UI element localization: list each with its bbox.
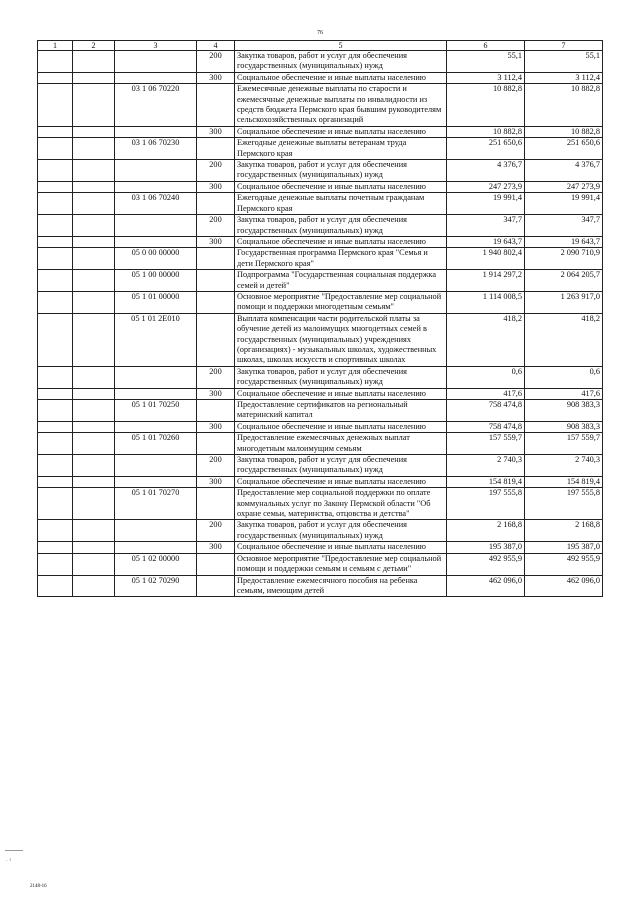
expense-type: 300 xyxy=(197,421,235,432)
column-header: 3 xyxy=(115,41,197,51)
row-col-1 xyxy=(38,575,73,597)
item-description: Ежегодные денежные выплаты почетным гражданам Пермского края xyxy=(235,193,447,215)
table-row xyxy=(38,388,603,399)
item-description: Закупка товаров, работ и услуг для обеспечения государственных (муниципальных) нужд xyxy=(235,520,447,542)
amount-year-2: 10 882,8 xyxy=(525,84,603,127)
amount-year-2: 908 383,3 xyxy=(525,400,603,422)
amount-year-1: 2 168,8 xyxy=(447,520,525,542)
expense-type xyxy=(197,400,235,422)
expense-type xyxy=(197,291,235,313)
table-row xyxy=(38,291,603,313)
amount-year-2: 417,6 xyxy=(525,388,603,399)
amount-year-2: 908 383,3 xyxy=(525,421,603,432)
amount-year-1: 55,1 xyxy=(447,51,525,73)
budget-code: 05 1 01 2Е010 xyxy=(115,313,197,366)
table-row xyxy=(38,270,603,292)
row-col-2 xyxy=(73,542,115,553)
row-col-2 xyxy=(73,400,115,422)
row-col-1 xyxy=(38,433,73,455)
amount-year-2: 19 991,4 xyxy=(525,193,603,215)
item-description: Предоставление ежемесячного пособия на ребенка семьям, имеющим детей xyxy=(235,575,447,597)
expense-type: 200 xyxy=(197,455,235,477)
amount-year-1: 157 559,7 xyxy=(447,433,525,455)
item-description: Выплата компенсации части родительской платы за обучение детей из малоимущих многодетных семей в государственных (муниципальных) учреждениях (организациях) - музыкальных школах, художественных школах, школах искусств и спортивных школах xyxy=(235,313,447,366)
row-col-1 xyxy=(38,126,73,137)
row-col-2 xyxy=(73,160,115,182)
table-row xyxy=(38,366,603,388)
row-col-2 xyxy=(73,520,115,542)
table-row xyxy=(38,433,603,455)
budget-code: 05 1 01 70250 xyxy=(115,400,197,422)
amount-year-1: 2 740,3 xyxy=(447,455,525,477)
amount-year-1: 247 273,9 xyxy=(447,181,525,192)
row-col-1 xyxy=(38,215,73,237)
row-col-2 xyxy=(73,421,115,432)
column-header: 2 xyxy=(73,41,115,51)
expense-type: 200 xyxy=(197,160,235,182)
row-col-1 xyxy=(38,553,73,575)
table-row xyxy=(38,84,603,127)
amount-year-2: 195 387,0 xyxy=(525,542,603,553)
budget-code xyxy=(115,160,197,182)
item-description: Основное мероприятие "Предоставление мер социальной помощи и поддержки многодетным семьям" xyxy=(235,291,447,313)
budget-code xyxy=(115,520,197,542)
amount-year-2: 2 064 205,7 xyxy=(525,270,603,292)
amount-year-1: 1 114 008,5 xyxy=(447,291,525,313)
row-col-2 xyxy=(73,388,115,399)
amount-year-1: 1 914 297,2 xyxy=(447,270,525,292)
item-description: Закупка товаров, работ и услуг для обеспечения государственных (муниципальных) нужд xyxy=(235,51,447,73)
budget-code xyxy=(115,476,197,487)
table-row xyxy=(38,542,603,553)
row-col-2 xyxy=(73,138,115,160)
budget-code xyxy=(115,72,197,83)
expense-type: 300 xyxy=(197,181,235,192)
table-row xyxy=(38,313,603,366)
budget-code xyxy=(115,236,197,247)
row-col-1 xyxy=(38,84,73,127)
amount-year-2: 0,6 xyxy=(525,366,603,388)
row-col-2 xyxy=(73,181,115,192)
footer-code: 2148-16 xyxy=(30,884,47,889)
table-row xyxy=(38,476,603,487)
row-col-1 xyxy=(38,520,73,542)
amount-year-1: 195 387,0 xyxy=(447,542,525,553)
table-row xyxy=(38,72,603,83)
table-row xyxy=(38,400,603,422)
amount-year-1: 10 882,8 xyxy=(447,126,525,137)
amount-year-2: 3 112,4 xyxy=(525,72,603,83)
row-col-1 xyxy=(38,455,73,477)
expense-type xyxy=(197,488,235,520)
row-col-1 xyxy=(38,366,73,388)
row-col-2 xyxy=(73,488,115,520)
amount-year-2: 157 559,7 xyxy=(525,433,603,455)
expense-type xyxy=(197,193,235,215)
table-row xyxy=(38,193,603,215)
amount-year-2: 462 096,0 xyxy=(525,575,603,597)
table-row xyxy=(38,126,603,137)
row-col-1 xyxy=(38,72,73,83)
amount-year-2: 19 643,7 xyxy=(525,236,603,247)
table-row xyxy=(38,160,603,182)
row-col-2 xyxy=(73,366,115,388)
budget-code xyxy=(115,126,197,137)
row-col-1 xyxy=(38,476,73,487)
column-header: 6 xyxy=(447,41,525,51)
expense-type: 300 xyxy=(197,72,235,83)
budget-code: 05 1 02 00000 xyxy=(115,553,197,575)
amount-year-1: 1 940 802,4 xyxy=(447,248,525,270)
budget-code: 05 1 01 70270 xyxy=(115,488,197,520)
amount-year-2: 154 819,4 xyxy=(525,476,603,487)
item-description: Социальное обеспечение и иные выплаты населению xyxy=(235,542,447,553)
row-col-2 xyxy=(73,51,115,73)
amount-year-2: 2 168,8 xyxy=(525,520,603,542)
row-col-1 xyxy=(38,291,73,313)
amount-year-1: 758 474,8 xyxy=(447,421,525,432)
expense-type xyxy=(197,553,235,575)
table-row xyxy=(38,520,603,542)
budget-code: 05 0 00 00000 xyxy=(115,248,197,270)
budget-table xyxy=(37,40,603,597)
amount-year-2: 418,2 xyxy=(525,313,603,366)
amount-year-2: 2 740,3 xyxy=(525,455,603,477)
amount-year-2: 4 376,7 xyxy=(525,160,603,182)
row-col-2 xyxy=(73,215,115,237)
amount-year-2: 2 090 710,9 xyxy=(525,248,603,270)
table-row xyxy=(38,455,603,477)
item-description: Ежегодные денежные выплаты ветеранам труда Пермского края xyxy=(235,138,447,160)
item-description: Социальное обеспечение и иные выплаты населению xyxy=(235,476,447,487)
item-description: Ежемесячные денежные выплаты по старости и ежемесячные денежные выплаты по инвалидности из средств бюджета Пермского края бывшим руководителям сельскохозяйственных организаций xyxy=(235,84,447,127)
expense-type: 300 xyxy=(197,542,235,553)
item-description: Социальное обеспечение и иные выплаты населению xyxy=(235,72,447,83)
amount-year-2: 1 263 917,0 xyxy=(525,291,603,313)
table-row xyxy=(38,138,603,160)
item-description: Социальное обеспечение и иные выплаты населению xyxy=(235,236,447,247)
table-row xyxy=(38,575,603,597)
amount-year-1: 462 096,0 xyxy=(447,575,525,597)
row-col-1 xyxy=(38,270,73,292)
budget-code xyxy=(115,455,197,477)
amount-year-1: 251 650,6 xyxy=(447,138,525,160)
amount-year-1: 417,6 xyxy=(447,388,525,399)
table-row xyxy=(38,488,603,520)
budget-code xyxy=(115,366,197,388)
row-col-1 xyxy=(38,248,73,270)
row-col-1 xyxy=(38,421,73,432)
item-description: Социальное обеспечение и иные выплаты населению xyxy=(235,181,447,192)
row-col-2 xyxy=(73,291,115,313)
table-row xyxy=(38,51,603,73)
budget-code: 05 1 02 70290 xyxy=(115,575,197,597)
row-col-2 xyxy=(73,248,115,270)
expense-type xyxy=(197,138,235,160)
row-col-1 xyxy=(38,51,73,73)
item-description: Основное мероприятие "Предоставление мер социальной помощи и поддержки семьям и семьям с детьми" xyxy=(235,553,447,575)
row-col-2 xyxy=(73,236,115,247)
row-col-1 xyxy=(38,488,73,520)
amount-year-1: 4 376,7 xyxy=(447,160,525,182)
expense-type: 200 xyxy=(197,366,235,388)
expense-type: 300 xyxy=(197,236,235,247)
item-description: Предоставление мер социальной поддержки по оплате коммунальных услуг по Закону Пермской области "Об охране семьи, материнства, отцовства и детства" xyxy=(235,488,447,520)
row-col-1 xyxy=(38,193,73,215)
row-col-2 xyxy=(73,72,115,83)
amount-year-2: 55,1 xyxy=(525,51,603,73)
row-col-2 xyxy=(73,433,115,455)
amount-year-1: 19 643,7 xyxy=(447,236,525,247)
budget-code: 03 1 06 70240 xyxy=(115,193,197,215)
expense-type: 300 xyxy=(197,126,235,137)
row-col-2 xyxy=(73,126,115,137)
expense-type xyxy=(197,248,235,270)
amount-year-1: 347,7 xyxy=(447,215,525,237)
column-header: 5 xyxy=(235,41,447,51)
budget-code xyxy=(115,51,197,73)
row-col-1 xyxy=(38,400,73,422)
expense-type xyxy=(197,270,235,292)
table-row xyxy=(38,248,603,270)
table-row xyxy=(38,181,603,192)
amount-year-1: 418,2 xyxy=(447,313,525,366)
budget-code: 03 1 06 70220 xyxy=(115,84,197,127)
item-description: Закупка товаров, работ и услуг для обеспечения государственных (муниципальных) нужд xyxy=(235,366,447,388)
row-col-1 xyxy=(38,388,73,399)
table-row xyxy=(38,215,603,237)
row-col-2 xyxy=(73,575,115,597)
margin-note: ... 3 xyxy=(5,857,11,862)
row-col-1 xyxy=(38,181,73,192)
row-col-2 xyxy=(73,476,115,487)
column-header: 7 xyxy=(525,41,603,51)
amount-year-1: 3 112,4 xyxy=(447,72,525,83)
budget-code xyxy=(115,181,197,192)
row-col-1 xyxy=(38,160,73,182)
budget-code: 03 1 06 70230 xyxy=(115,138,197,160)
amount-year-2: 492 955,9 xyxy=(525,553,603,575)
table-body xyxy=(38,41,603,597)
table-row xyxy=(38,553,603,575)
item-description: Предоставление ежемесячных денежных выплат многодетным малоимущим семьям xyxy=(235,433,447,455)
expense-type: 200 xyxy=(197,215,235,237)
amount-year-2: 347,7 xyxy=(525,215,603,237)
amount-year-1: 758 474,8 xyxy=(447,400,525,422)
item-description: Закупка товаров, работ и услуг для обеспечения государственных (муниципальных) нужд xyxy=(235,215,447,237)
item-description: Социальное обеспечение и иные выплаты населению xyxy=(235,388,447,399)
amount-year-1: 492 955,9 xyxy=(447,553,525,575)
amount-year-2: 197 555,8 xyxy=(525,488,603,520)
expense-type xyxy=(197,84,235,127)
column-header: 1 xyxy=(38,41,73,51)
amount-year-2: 247 273,9 xyxy=(525,181,603,192)
budget-code: 05 1 01 70260 xyxy=(115,433,197,455)
expense-type xyxy=(197,313,235,366)
column-header: 4 xyxy=(197,41,235,51)
table-row xyxy=(38,421,603,432)
amount-year-2: 10 882,8 xyxy=(525,126,603,137)
item-description: Государственная программа Пермского края "Семья и дети Пермского края" xyxy=(235,248,447,270)
expense-type xyxy=(197,433,235,455)
row-col-1 xyxy=(38,542,73,553)
row-col-2 xyxy=(73,313,115,366)
row-col-1 xyxy=(38,313,73,366)
row-col-2 xyxy=(73,270,115,292)
row-col-1 xyxy=(38,138,73,160)
item-description: Закупка товаров, работ и услуг для обеспечения государственных (муниципальных) нужд xyxy=(235,160,447,182)
budget-code xyxy=(115,388,197,399)
row-col-2 xyxy=(73,84,115,127)
budget-code xyxy=(115,215,197,237)
amount-year-1: 19 991,4 xyxy=(447,193,525,215)
row-col-1 xyxy=(38,236,73,247)
item-description: Социальное обеспечение и иные выплаты населению xyxy=(235,126,447,137)
amount-year-1: 154 819,4 xyxy=(447,476,525,487)
amount-year-1: 197 555,8 xyxy=(447,488,525,520)
row-col-2 xyxy=(73,193,115,215)
column-number-row xyxy=(38,41,603,51)
item-description: Подпрограмма "Государственная социальная поддержка семей и детей" xyxy=(235,270,447,292)
expense-type xyxy=(197,575,235,597)
item-description: Закупка товаров, работ и услуг для обеспечения государственных (муниципальных) нужд xyxy=(235,455,447,477)
expense-type: 300 xyxy=(197,388,235,399)
amount-year-1: 10 882,8 xyxy=(447,84,525,127)
item-description: Предоставление сертификатов на региональный материнский капитал xyxy=(235,400,447,422)
page-number: 76 xyxy=(317,30,323,36)
budget-code: 05 1 01 00000 xyxy=(115,291,197,313)
budget-code: 05 1 00 00000 xyxy=(115,270,197,292)
expense-type: 300 xyxy=(197,476,235,487)
budget-code xyxy=(115,421,197,432)
budget-code xyxy=(115,542,197,553)
row-col-2 xyxy=(73,553,115,575)
item-description: Социальное обеспечение и иные выплаты населению xyxy=(235,421,447,432)
table-row xyxy=(38,236,603,247)
amount-year-2: 251 650,6 xyxy=(525,138,603,160)
margin-mark xyxy=(5,850,23,851)
expense-type: 200 xyxy=(197,51,235,73)
expense-type: 200 xyxy=(197,520,235,542)
row-col-2 xyxy=(73,455,115,477)
amount-year-1: 0,6 xyxy=(447,366,525,388)
